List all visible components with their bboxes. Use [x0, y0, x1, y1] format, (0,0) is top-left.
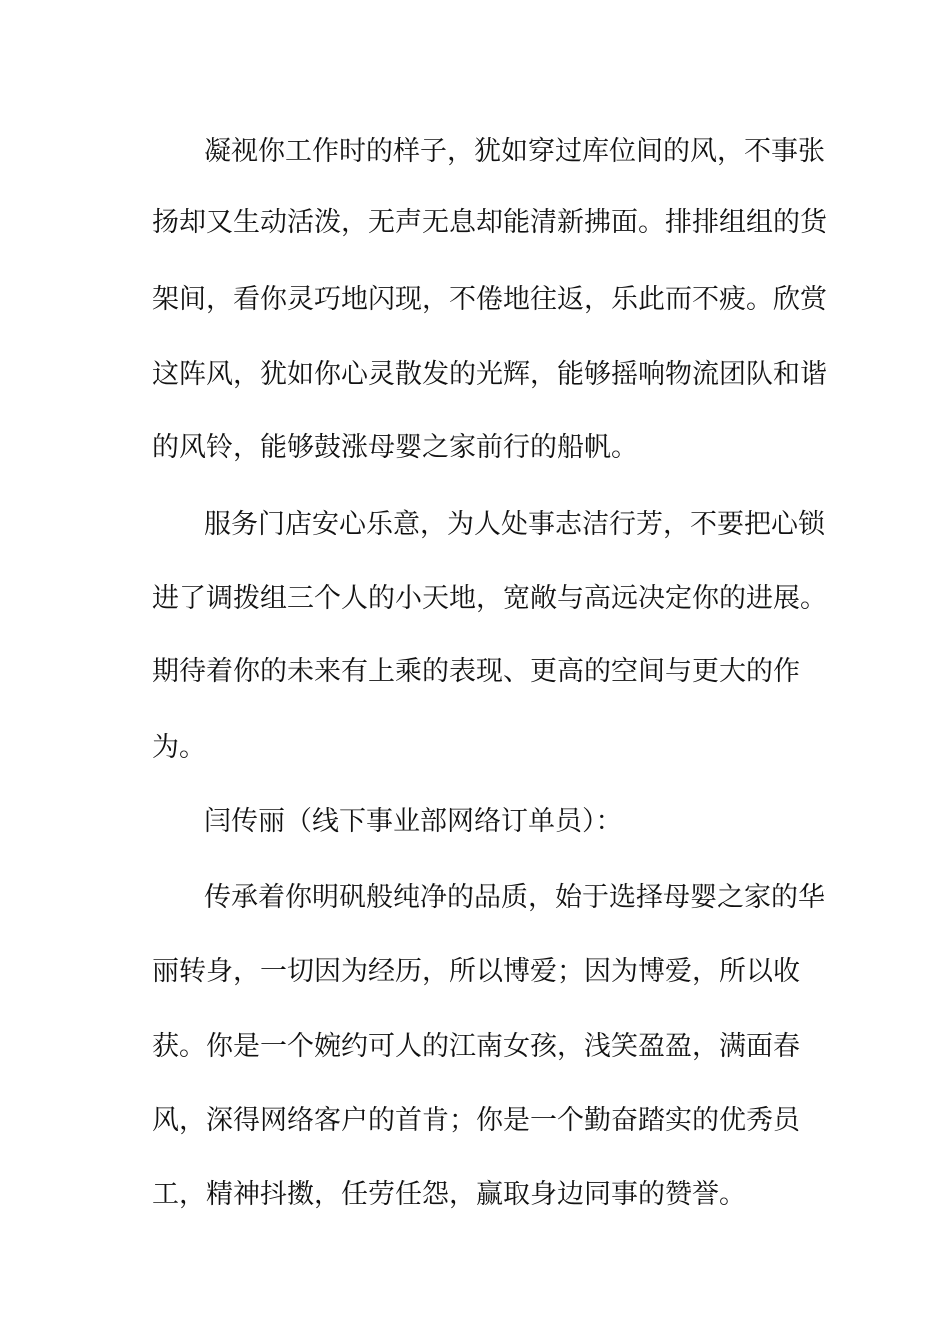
- paragraph-3-line-3: 获。你是一个婉约可人的江南女孩，浅笑盈盈，满面春: [152, 1031, 800, 1062]
- paragraph-3-line-1: 传承着你明矾般纯净的品质，始于选择母婴之家的华: [204, 882, 825, 913]
- paragraph-3-line-5: 工，精神抖擞，任劳任怨，赢取身边同事的赞誉。: [152, 1179, 746, 1210]
- paragraph-2-line-4: 为。: [152, 732, 206, 763]
- paragraph-1-line-4: 这阵风，犹如你心灵散发的光辉，能够摇响物流团队和谐: [152, 359, 827, 390]
- paragraph-2-line-2: 进了调拨组三个人的小天地，宽敞与高远决定你的进展。: [152, 583, 827, 614]
- paragraph-1-line-1: 凝视你工作时的样子，犹如穿过库位间的风，不事张: [204, 136, 825, 167]
- paragraph-3-line-4: 风，深得网络客户的首肯；你是一个勤奋踏实的优秀员: [152, 1105, 800, 1136]
- section-heading: 闫传丽（线下事业部网络订单员）：: [204, 806, 623, 837]
- paragraph-1-line-5: 的风铃，能够鼓涨母婴之家前行的船帆。: [152, 432, 638, 463]
- paragraph-3-line-2: 丽转身，一切因为经历，所以博爱；因为博爱，所以收: [152, 956, 800, 987]
- paragraph-1-line-3: 架间，看你灵巧地闪现，不倦地往返，乐此而不疲。欣赏: [152, 284, 827, 315]
- paragraph-2-line-1: 服务门店安心乐意，为人处事志洁行芳，不要把心锁: [204, 509, 825, 540]
- paragraph-2-line-3: 期待着你的未来有上乘的表现、更高的空间与更大的作: [152, 656, 800, 687]
- paragraph-1-line-2: 扬却又生动活泼，无声无息却能清新拂面。排排组组的货: [152, 207, 827, 238]
